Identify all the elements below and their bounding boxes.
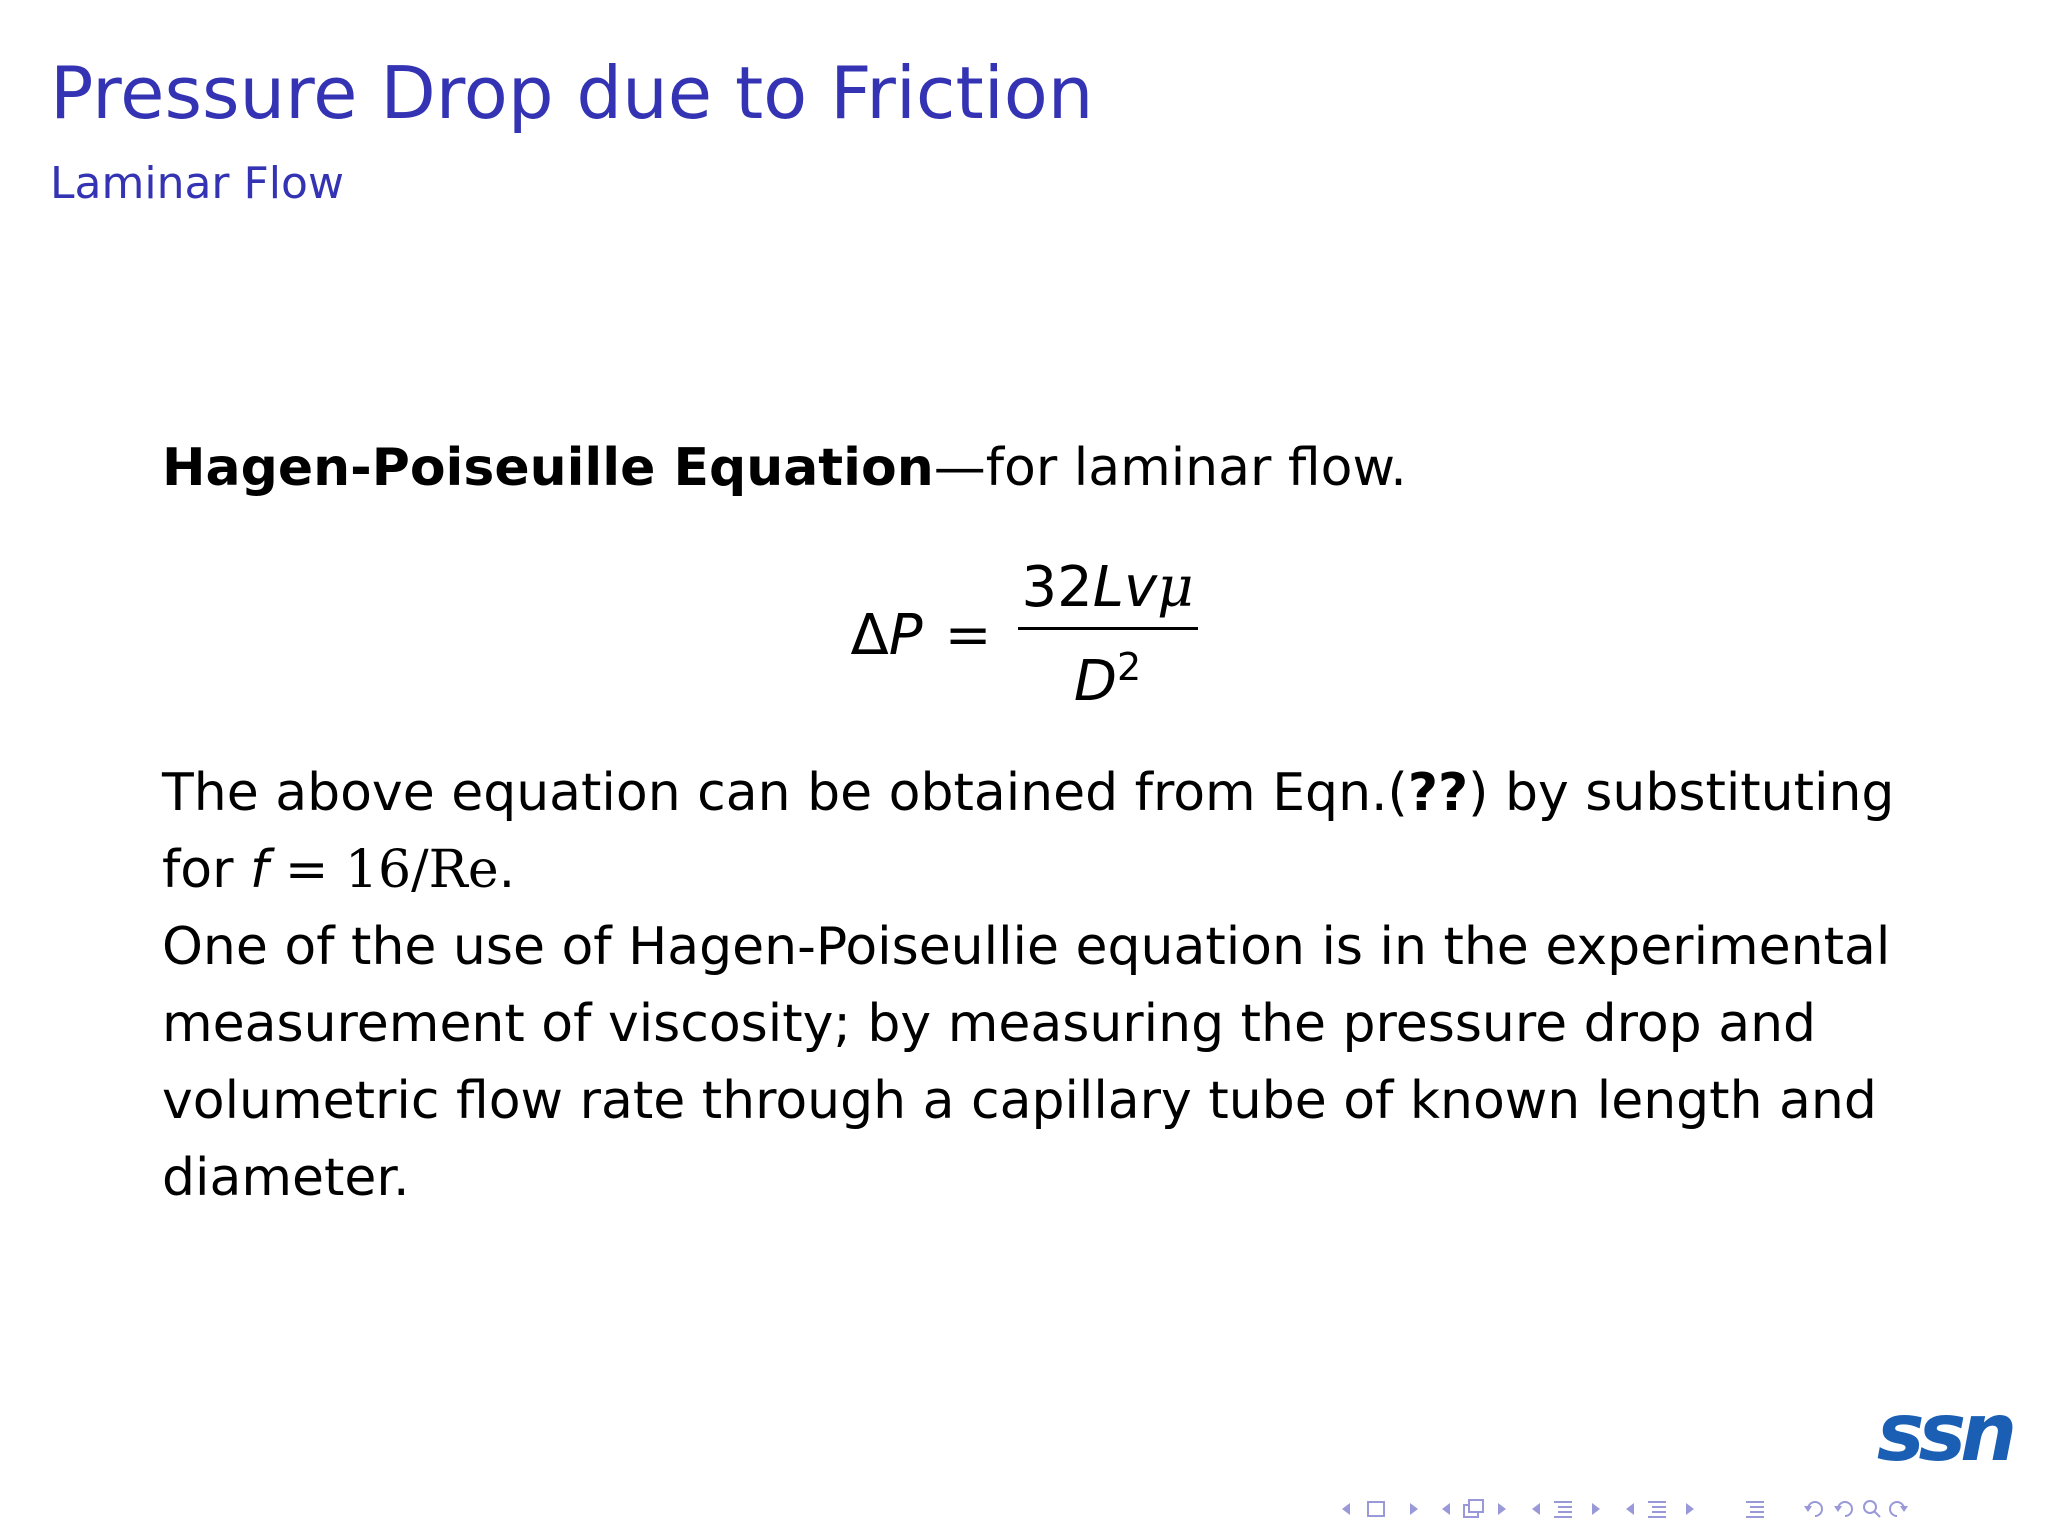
nav-left-arrow-icon[interactable] bbox=[1626, 1503, 1634, 1515]
para1-end: . bbox=[498, 840, 516, 900]
para1-middle: ) by substituting bbox=[1468, 763, 1895, 823]
nav-right-arrow-icon[interactable] bbox=[1592, 1503, 1600, 1515]
nav-left-arrow-icon[interactable] bbox=[1442, 1503, 1450, 1515]
nav-right-arrow-icon[interactable] bbox=[1498, 1503, 1506, 1515]
pressure-variable: P bbox=[888, 602, 923, 668]
ssn-logo-text: ssn bbox=[1876, 1396, 2012, 1470]
equation-fraction bbox=[1018, 555, 1198, 715]
back-icon[interactable] bbox=[1834, 1502, 1852, 1516]
para1-start: The above equation can be obtained from Eqn.( bbox=[162, 763, 1408, 823]
search-icon[interactable] bbox=[1864, 1501, 1880, 1517]
para1-for: for bbox=[162, 840, 251, 900]
subsection-icon[interactable] bbox=[1464, 1500, 1483, 1517]
frame-icon[interactable] bbox=[1368, 1502, 1384, 1516]
para2-text: One of the use of Hagen-Poiseullie equation is in the experimental measurement of viscosity; by measuring the pressure drop and volumetric flow rate through a capillary tube of known length and diameter. bbox=[162, 917, 1891, 1208]
slide-subtitle: Laminar Flow bbox=[50, 158, 344, 209]
beamer-navigation-bar bbox=[1330, 1494, 2030, 1524]
nav-right-arrow-icon[interactable] bbox=[1686, 1503, 1694, 1515]
forward-icon[interactable] bbox=[1890, 1502, 1908, 1516]
equation-reference[interactable]: ?? bbox=[1407, 763, 1469, 823]
equation-lhs bbox=[850, 603, 922, 668]
diameter-variable: D bbox=[1073, 649, 1117, 714]
nav-left-arrow-icon[interactable] bbox=[1532, 1503, 1540, 1515]
delta-symbol: Δ bbox=[850, 602, 889, 668]
friction-factor-value: = 16/Re bbox=[268, 840, 499, 900]
back-icon[interactable] bbox=[1804, 1502, 1822, 1516]
ssn-logo bbox=[1864, 1396, 2024, 1470]
section-icon[interactable] bbox=[1648, 1502, 1666, 1517]
numerator-coefficient: 32 bbox=[1021, 555, 1093, 620]
nav-right-arrow-icon[interactable] bbox=[1410, 1503, 1418, 1515]
hagen-poiseuille-equation bbox=[0, 555, 2048, 714]
nav-left-arrow-icon[interactable] bbox=[1342, 1503, 1350, 1515]
body-paragraph bbox=[162, 755, 1922, 1217]
intro-line bbox=[162, 430, 1922, 507]
navigation-symbols bbox=[1330, 1494, 2030, 1524]
viscosity-symbol: μ bbox=[1157, 555, 1194, 620]
equation-denominator bbox=[1074, 630, 1141, 715]
numerator-variables: Lv bbox=[1092, 555, 1158, 620]
denominator-exponent: 2 bbox=[1116, 645, 1142, 689]
equation-name: Hagen-Poiseuille Equation bbox=[162, 438, 934, 498]
section-icon[interactable] bbox=[1554, 1502, 1572, 1517]
intro-rest: —for laminar flow. bbox=[933, 438, 1407, 498]
friction-factor-expression bbox=[250, 840, 499, 900]
equals-sign: = bbox=[944, 602, 992, 668]
slide-title: Pressure Drop due to Friction bbox=[50, 51, 1094, 135]
equation-numerator bbox=[1018, 555, 1198, 630]
align-icon[interactable] bbox=[1746, 1502, 1764, 1517]
friction-factor-variable: f bbox=[250, 840, 269, 900]
